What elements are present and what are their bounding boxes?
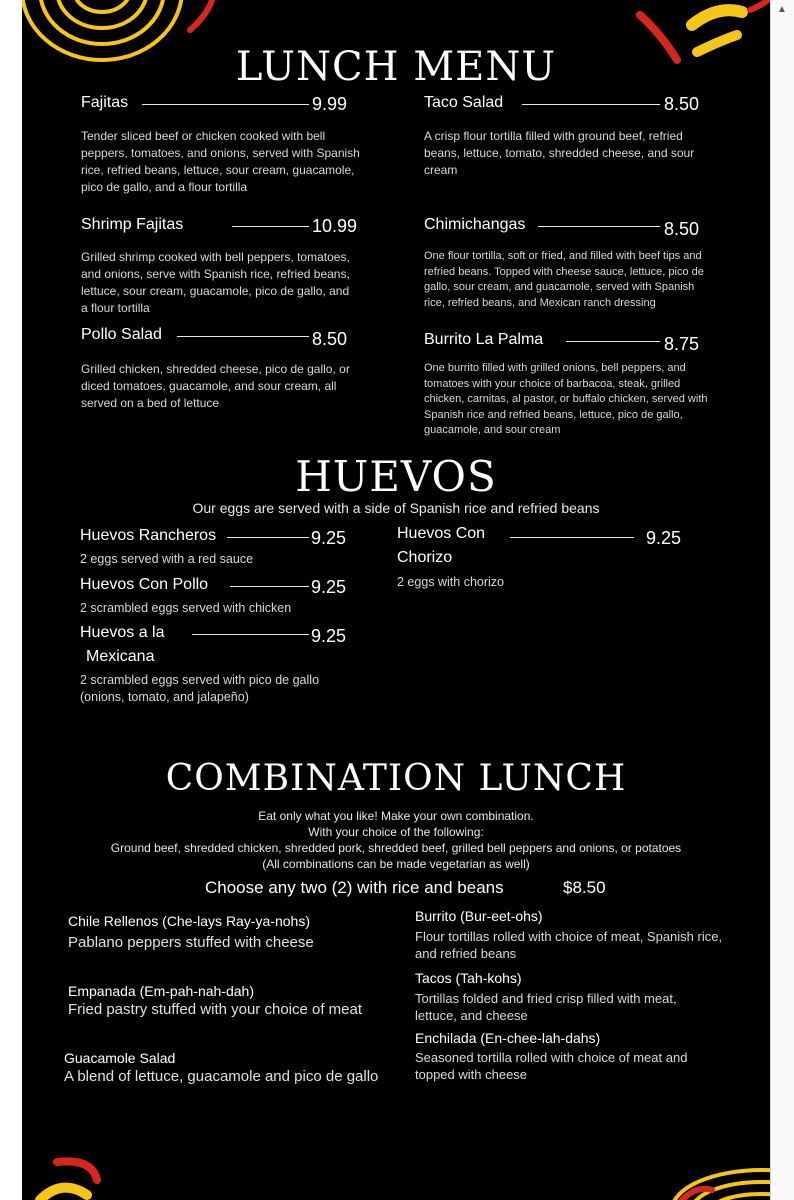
combo-item-description: Tortillas folded and fried crisp filled with meat, lettuce, and cheese: [415, 991, 677, 1023]
combo-item-name: Enchilada (En-chee-lah-dahs): [415, 1030, 601, 1046]
bottom-right-swirl-decoration: [662, 1160, 770, 1200]
price-leader-line: [177, 336, 309, 337]
intro-line: (All combinations can be made vegetarian as well): [262, 857, 530, 871]
bottom-left-brush-decoration: [32, 1150, 122, 1200]
combination-price: $8.50: [563, 878, 606, 897]
menu-item-name: Chimichangas: [424, 216, 526, 233]
price-leader-line: [232, 226, 309, 227]
menu-item-name: Taco Salad: [424, 94, 504, 111]
menu-item-price: 9.25: [311, 626, 347, 646]
combo-item-description: A blend of lettuce, guacamole and pico de gallo: [64, 1068, 379, 1085]
combo-item-name: Chile Rellenos (Che-lays Ray-ya-nohs): [68, 913, 310, 929]
menu-item-price: 8.50: [312, 329, 348, 349]
menu-item-name: Burrito La Palma: [424, 331, 544, 348]
price-leader-line: [566, 341, 660, 342]
huevos-subtitle: Our eggs are served with a side of Spanish rice and refried beans: [192, 500, 600, 516]
menu-item-description: 2 scrambled eggs served with pico de gallo (onions, tomato, and jalapeño): [80, 673, 320, 704]
menu-item-name: Fajitas: [81, 94, 129, 111]
combo-item-name: Guacamole Salad: [64, 1050, 176, 1066]
price-leader-line: [192, 634, 309, 635]
menu-item-price: 8.50: [664, 219, 700, 239]
menu-item-price: 10.99: [312, 216, 358, 236]
combo-item-description: Pablano peppers stuffed with cheese: [68, 934, 314, 951]
price-leader-line: [522, 104, 660, 105]
menu-item-name: Huevos Con: [397, 525, 486, 542]
combo-item-name: Tacos (Tah-kohs): [415, 970, 522, 986]
combination-choose-text: Choose any two (2) with rice and beans: [205, 878, 504, 897]
combination-lunch-title: COMBINATION LUNCH: [165, 758, 627, 799]
combo-item-description: Fried pastry stuffed with your choice of meat: [68, 1001, 363, 1018]
menu-item-name: Huevos Rancheros: [80, 527, 217, 544]
menu-item-description: 2 eggs with chorizo: [397, 575, 505, 589]
price-leader-line: [510, 537, 634, 538]
menu-item-name: Shrimp Fajitas: [81, 216, 184, 233]
combo-item-description: Seasoned tortilla rolled with choice of meat and topped with cheese: [415, 1050, 688, 1082]
menu-item-name: Mexicana: [86, 648, 155, 665]
menu-item-description: 2 scrambled eggs served with chicken: [80, 601, 292, 615]
price-leader-line: [538, 226, 660, 227]
menu-item-price: 8.75: [664, 334, 700, 354]
menu-item-description: Grilled chicken, shredded cheese, pico de gallo, or diced tomatoes, guacamole, and sour cream, all served on a bed of lettuce: [81, 362, 350, 410]
menu-item-description: Tender sliced beef or chicken cooked with bell peppers, tomatoes, and onions, served with Spanish rice, refried beans, lettuce, sour cream, guacamole, pico de gallo, and a flour tortilla: [81, 129, 360, 194]
scrollbar[interactable]: [770, 0, 794, 1200]
menu-item-price: 8.50: [664, 94, 700, 114]
menu-item-price: 9.25: [311, 528, 347, 548]
huevos-title: HUEVOS: [295, 452, 497, 501]
scroll-up-icon[interactable]: ▲: [777, 4, 787, 15]
menu-item-name: Huevos Con Pollo: [80, 576, 209, 593]
menu-item-name: Huevos a la: [80, 624, 165, 641]
combo-item-description: Flour tortillas rolled with choice of meat, Spanish rice, and refried beans: [415, 929, 723, 961]
combo-item-name: Burrito (Bur-eet-ohs): [415, 908, 543, 924]
intro-line: Ground beef, shredded chicken, shredded pork, shredded beef, grilled bell peppers and onions, or potatoes: [110, 841, 682, 855]
intro-line: Eat only what you like! Make your own combination.: [258, 809, 534, 823]
menu-item-description: A crisp flour tortilla filled with ground beef, refried beans, lettuce, tomato, shredded cheese, and sour cream: [424, 129, 695, 177]
menu-item-description: 2 eggs served with a red sauce: [80, 552, 254, 566]
price-leader-line: [227, 537, 309, 538]
menu-item-description: Grilled shrimp cooked with bell peppers, tomatoes, and onions, serve with Spanish rice, refried beans, lettuce, sour cream, guacamole, pico de gallo, and a flour tortilla: [81, 250, 350, 315]
menu-item-description: One burrito filled with grilled onions, bell peppers, and tomatoes with your choice of barbacoa, steak, grilled chicken, carnitas, al pastor, or buffalo chicken, served with Spanish rice and refried beans, lettuce, pico de gallo, guacamole, and sour cream: [424, 362, 708, 436]
combination-intro: [22, 808, 770, 872]
lunch-menu-title: LUNCH MENU: [235, 44, 557, 90]
menu-item-price: 9.25: [311, 577, 347, 597]
menu-item-name: Pollo Salad: [81, 326, 162, 343]
combo-item-name: Empanada (Em-pah-nah-dah): [68, 983, 254, 999]
menu-page: [22, 0, 770, 1200]
intro-line: With your choice of the following:: [308, 825, 484, 839]
price-leader-line: [230, 586, 309, 587]
menu-item-price: 9.99: [312, 94, 348, 114]
menu-item-description: One flour tortilla, soft or fried, and filled with beef tips and refried beans. Topped with cheese sauce, lettuce, pico de gallo, sour cream, and guacamole, served with Spanish rice, refried beans, and Mexican ranch dressing: [424, 250, 704, 309]
menu-item-name: Chorizo: [397, 549, 453, 566]
menu-item-price: 9.25: [646, 528, 682, 548]
price-leader-line: [142, 104, 309, 105]
